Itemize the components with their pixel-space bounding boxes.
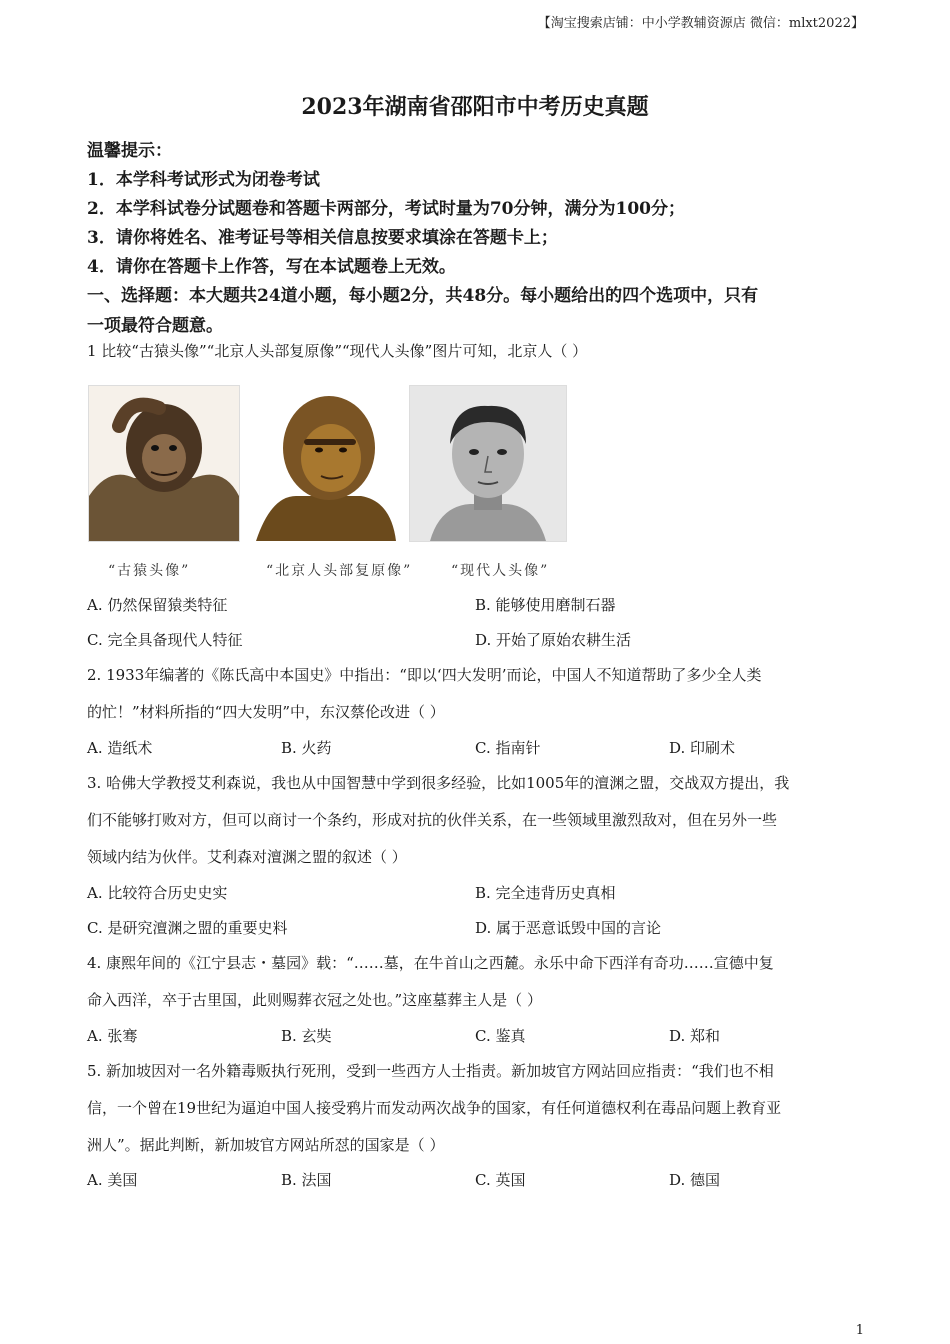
question-4-stem-cont: 命入西洋，卒于古里国，此则赐葬衣冠之处也。”这座墓葬主人是（ ） xyxy=(87,991,542,1009)
tip-item: 4．请你在答题卡上作答，写在本试题卷上无效。 xyxy=(87,257,456,277)
tip-item: 2．本学科试卷分试题卷和答题卡两部分，考试时量为70分钟，满分为100分； xyxy=(87,199,685,219)
option: A. 造纸术 xyxy=(87,739,153,757)
question-3-stem-cont: 领域内结为伙伴。艾利森对澶渊之盟的叙述（ ） xyxy=(87,848,407,866)
option: A. 比较符合历史史实 xyxy=(87,884,228,902)
tip-item: 3．请你将姓名、准考证号等相关信息按要求填涂在答题卡上； xyxy=(87,228,558,248)
option: B. 火药 xyxy=(281,739,332,757)
peking-man-bust-image xyxy=(250,385,402,542)
option: D. 属于恶意诋毁中国的言论 xyxy=(475,919,662,937)
option: C. 英国 xyxy=(475,1171,526,1189)
image-caption: “北京人头部复原像” xyxy=(266,563,413,579)
option: D. 开始了原始农耕生活 xyxy=(475,631,632,649)
page-title: 2023年湖南省邵阳市中考历史真题 xyxy=(301,94,649,120)
question-2-stem: 2. 1933年编著的《陈氏高中本国史》中指出：“即以‘四大发明’而论，中国人不知道帮助了多少全人类 xyxy=(87,666,762,684)
tip-item: 1．本学科考试形式为闭卷考试 xyxy=(87,170,320,190)
ape-head-image xyxy=(88,385,240,542)
question-3-stem: 3. 哈佛大学教授艾利森说，我也从中国智慧中学到很多经验，比如1005年的澶渊之盟，交战双方提出，我 xyxy=(87,774,790,792)
modern-human-head-image xyxy=(409,385,567,542)
question-2-stem-cont: 的忙！”材料所指的“四大发明”中，东汉蔡伦改进（ ） xyxy=(87,703,445,721)
option: D. 德国 xyxy=(669,1171,721,1189)
question-5-stem-cont: 信，一个曾在19世纪为逼迫中国人接受鸦片而发动两次战争的国家，有任何道德权利在毒品问题上教育亚 xyxy=(87,1099,782,1117)
question-5-stem-cont: 洲人”。据此判断，新加坡官方网站所怼的国家是（ ） xyxy=(87,1136,445,1154)
option: B. 法国 xyxy=(281,1171,332,1189)
tips-heading: 温馨提示： xyxy=(87,141,172,161)
section-heading: 一、选择题：本大题共24道小题，每小题2分，共48分。每小题给出的四个选项中，只有 xyxy=(87,286,759,306)
page-number: 1 xyxy=(855,1323,864,1338)
option: D. 印刷术 xyxy=(669,739,736,757)
section-heading-cont: 一项最符合题意。 xyxy=(87,316,223,336)
option: B. 完全违背历史真相 xyxy=(475,884,616,902)
question-5-stem: 5. 新加坡因对一名外籍毒贩执行死刑，受到一些西方人士指责。新加坡官方网站回应指责：“我们也不相 xyxy=(87,1062,774,1080)
option: A. 美国 xyxy=(87,1171,138,1189)
option: C. 完全具备现代人特征 xyxy=(87,631,243,649)
image-caption: “现代人头像” xyxy=(451,563,550,579)
question-1-stem: 1 比较“古猿头像”“北京人头部复原像”“现代人头像”图片可知，北京人（ ） xyxy=(87,342,588,360)
option: A. 张骞 xyxy=(87,1027,138,1045)
option: A. 仍然保留猿类特征 xyxy=(87,596,228,614)
header-note: 【淘宝搜索店铺：中小学教辅资源店 微信：mlxt2022】 xyxy=(537,16,864,31)
option: B. 能够使用磨制石器 xyxy=(475,596,616,614)
option: C. 是研究澶渊之盟的重要史料 xyxy=(87,919,288,937)
question-3-stem-cont: 们不能够打败对方，但可以商讨一个条约，形成对抗的伙伴关系，在一些领域里激烈敌对，但在另外一些 xyxy=(87,811,778,829)
image-caption: “古猿头像” xyxy=(108,563,191,579)
option: D. 郑和 xyxy=(669,1027,721,1045)
question-4-stem: 4. 康熙年间的《江宁县志・墓园》载：“……墓，在牛首山之西麓。永乐中命下西洋有奇功……宣德中复 xyxy=(87,954,774,972)
option: C. 鉴真 xyxy=(475,1027,526,1045)
option: C. 指南针 xyxy=(475,739,541,757)
option: B. 玄奘 xyxy=(281,1027,332,1045)
